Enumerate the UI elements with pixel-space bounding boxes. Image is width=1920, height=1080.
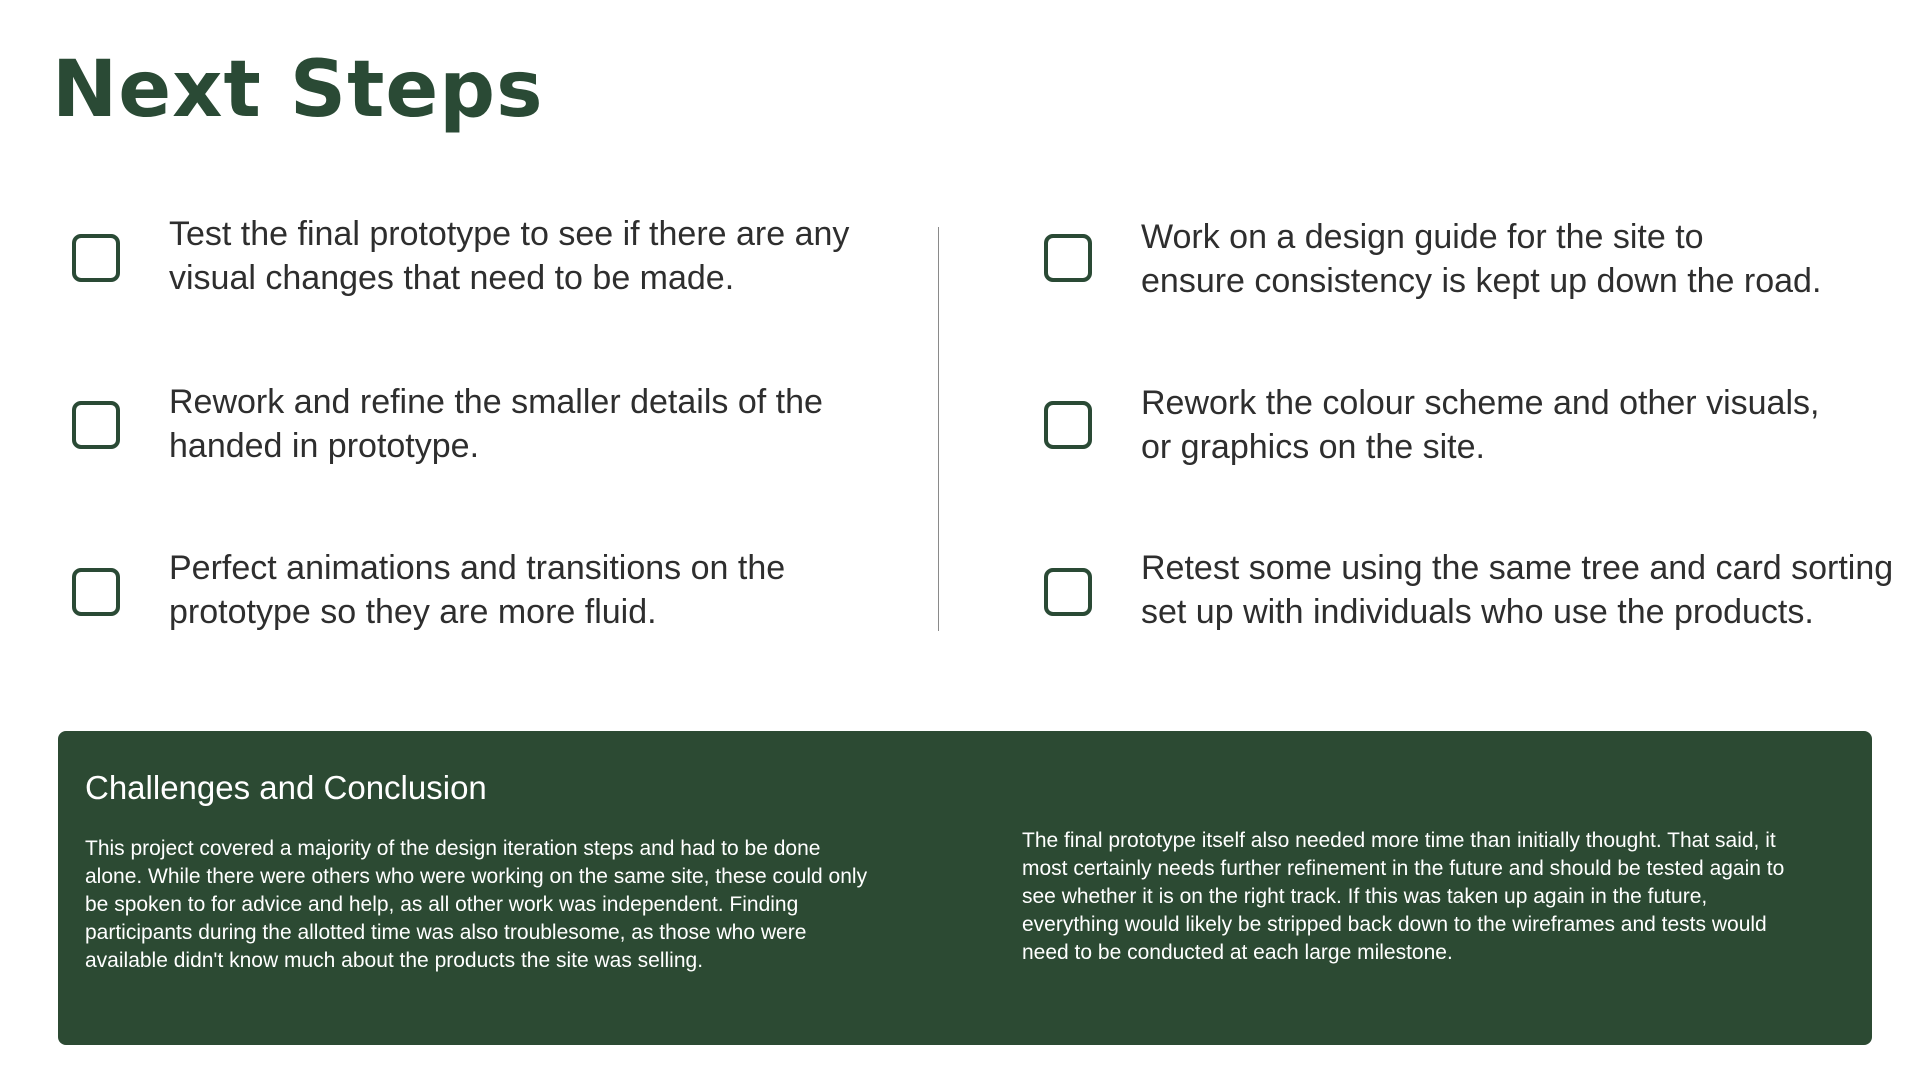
task-text-line: visual changes that need to be made. bbox=[169, 259, 735, 297]
task-text-line: Rework the colour scheme and other visuals, bbox=[1141, 384, 1820, 422]
task-text-line: Test the final prototype to see if there are any bbox=[169, 215, 850, 253]
task-text bbox=[169, 546, 785, 634]
paragraph-line: The final prototype itself also needed more time than initially thought. That said, it bbox=[1022, 829, 1776, 852]
checkbox[interactable] bbox=[1044, 401, 1092, 449]
checkbox[interactable] bbox=[72, 401, 120, 449]
task-text-line: Work on a design guide for the site to bbox=[1141, 218, 1704, 256]
paragraph-line: see whether it is on the right track. If this was taken up again in the future, bbox=[1022, 885, 1708, 908]
task-text bbox=[1141, 546, 1893, 634]
paragraph-line: alone. While there were others who were working on the same site, these could only bbox=[85, 865, 868, 888]
task-text bbox=[169, 212, 849, 300]
conclusion-panel bbox=[58, 731, 1872, 1045]
paragraph-line: participants during the allotted time was also troublesome, as those who were bbox=[85, 921, 807, 944]
checkbox[interactable] bbox=[1044, 568, 1092, 616]
paragraph-line: This project covered a majority of the design iteration steps and had to be done bbox=[85, 837, 821, 860]
paragraph-line: available didn't know much about the products the site was selling. bbox=[85, 949, 704, 972]
task-text-line: or graphics on the site. bbox=[1141, 428, 1485, 466]
task-text bbox=[169, 380, 823, 468]
task-text-line: prototype so they are more fluid. bbox=[169, 593, 657, 631]
checkbox[interactable] bbox=[72, 234, 120, 282]
task-text bbox=[1141, 381, 1819, 469]
task-text bbox=[1141, 215, 1821, 303]
task-text-line: set up with individuals who use the products. bbox=[1141, 593, 1814, 631]
paragraph-line: need to be conducted at each large milestone. bbox=[1022, 941, 1453, 964]
conclusion-left-paragraph bbox=[85, 835, 867, 975]
task-text-line: Retest some using the same tree and card sorting bbox=[1141, 549, 1894, 587]
conclusion-right-paragraph bbox=[1022, 827, 1784, 967]
page-title: Next Steps bbox=[52, 45, 544, 135]
column-divider bbox=[938, 227, 939, 631]
task-text-line: Rework and refine the smaller details of the bbox=[169, 383, 823, 421]
checkbox[interactable] bbox=[1044, 234, 1092, 282]
paragraph-line: everything would likely be stripped back down to the wireframes and tests would bbox=[1022, 913, 1767, 936]
checkbox[interactable] bbox=[72, 568, 120, 616]
conclusion-title: Challenges and Conclusion bbox=[85, 769, 487, 806]
paragraph-line: be spoken to for advice and help, as all other work was independent. Finding bbox=[85, 893, 799, 916]
task-text-line: handed in prototype. bbox=[169, 427, 480, 465]
task-text-line: Perfect animations and transitions on the bbox=[169, 549, 786, 587]
task-text-line: ensure consistency is kept up down the road. bbox=[1141, 262, 1822, 300]
paragraph-line: most certainly needs further refinement in the future and should be tested again to bbox=[1022, 857, 1785, 880]
